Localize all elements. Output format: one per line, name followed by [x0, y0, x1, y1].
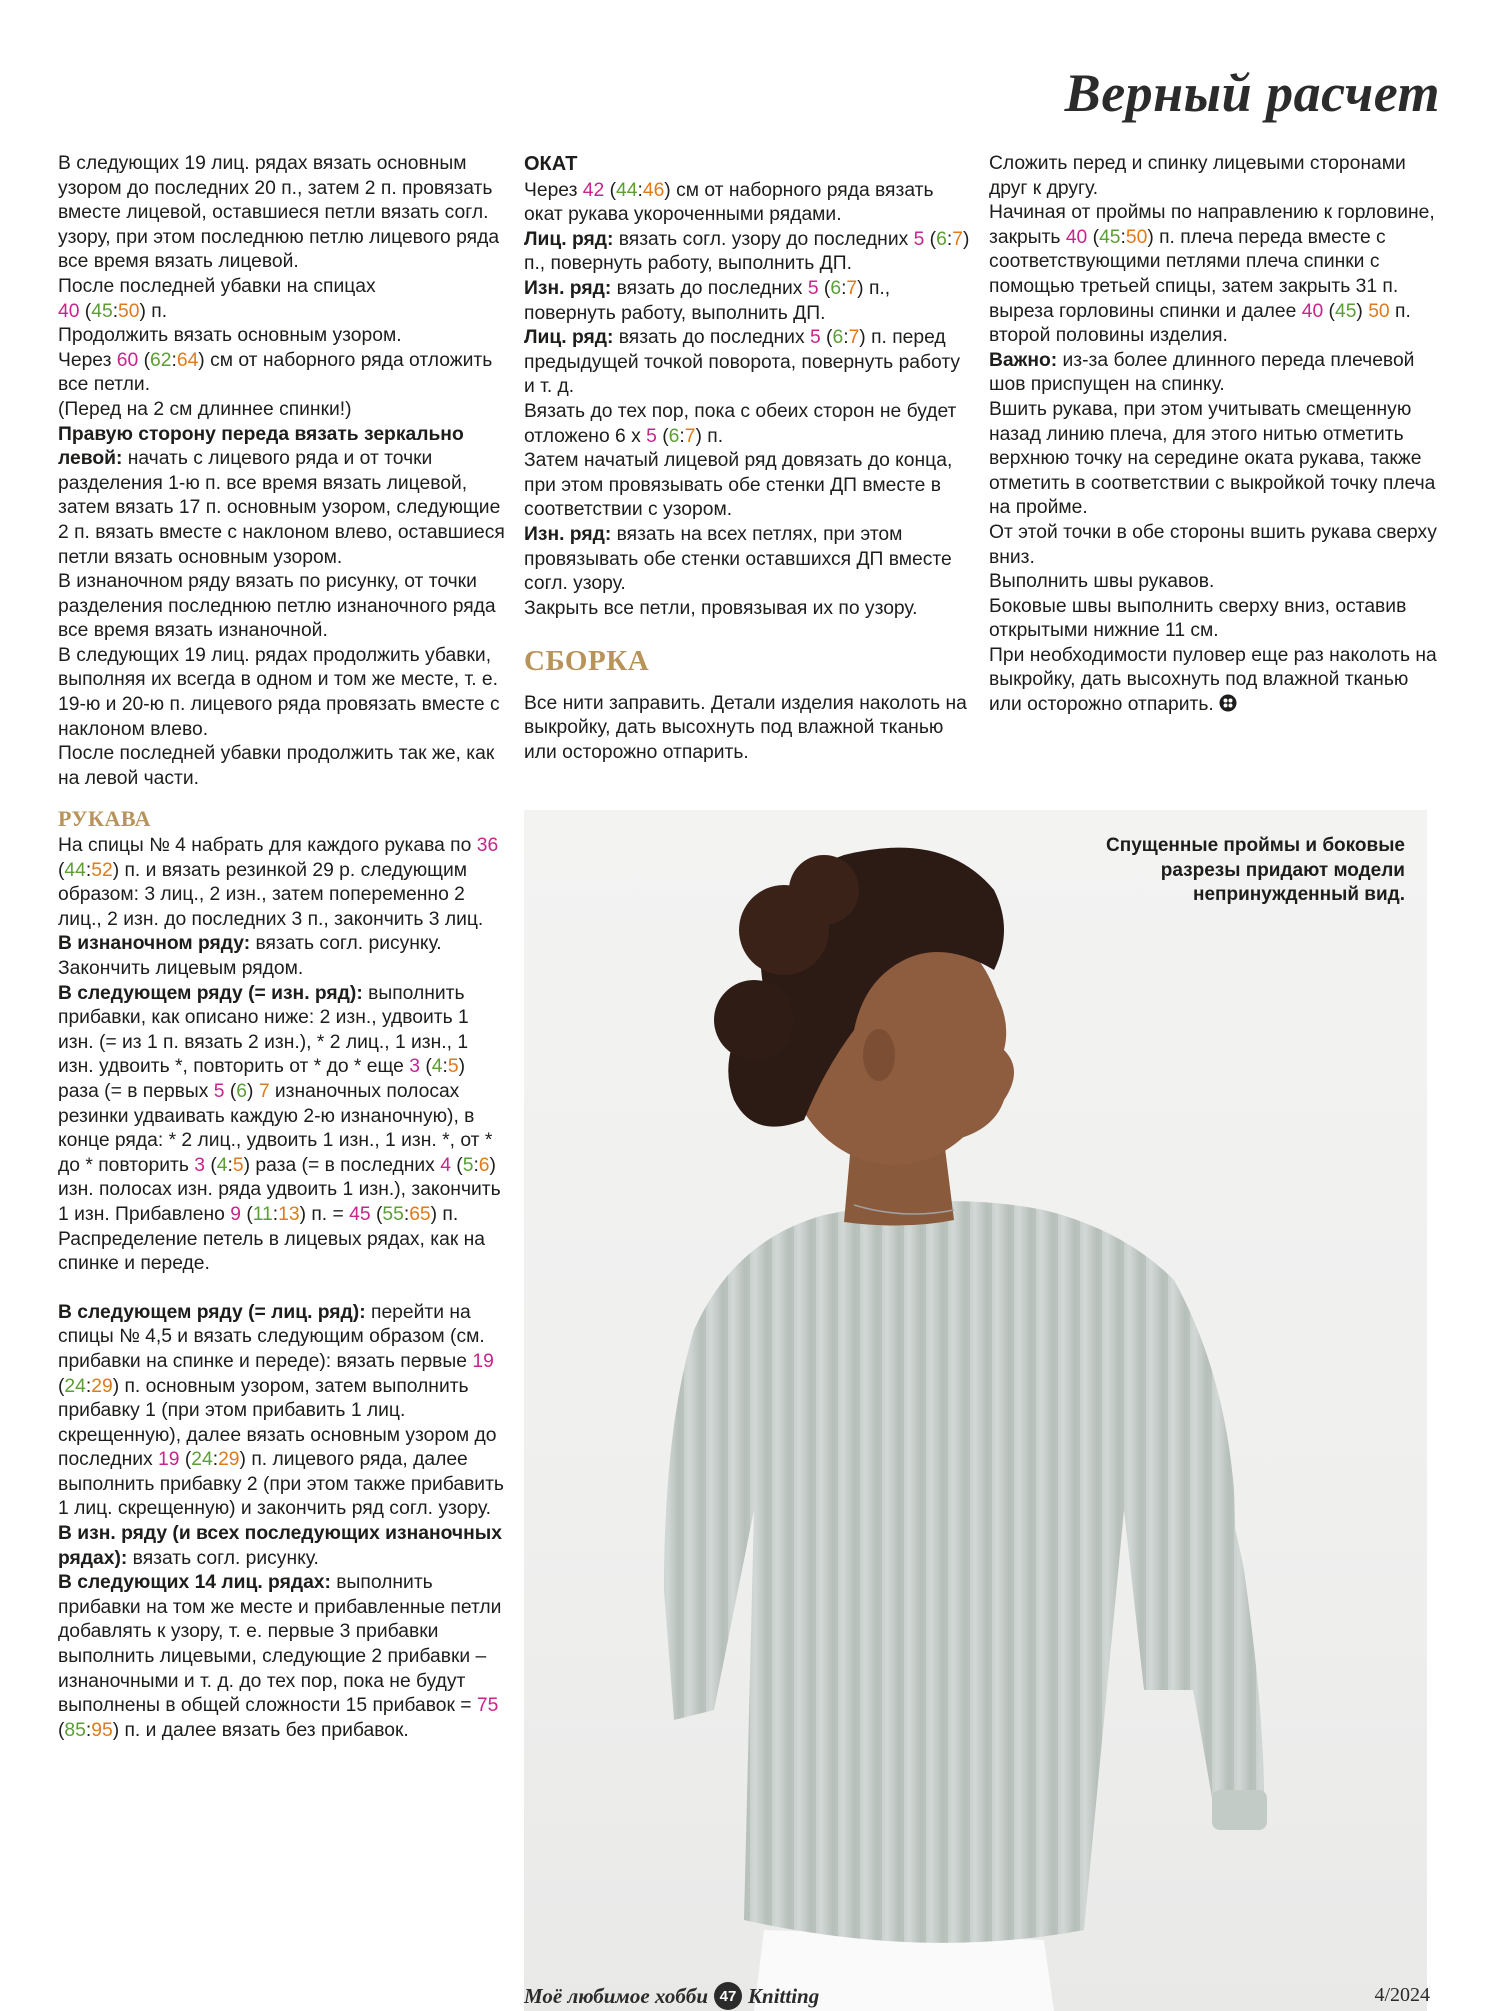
- size-value-1: 19: [158, 1449, 180, 1471]
- model-photo: [524, 810, 1427, 2011]
- size-value-1: 3: [194, 1154, 205, 1176]
- text: перейти на спицы № 4,5 и вязать следующим образом (см. прибавки на спинке и переде): вязать первые: [58, 1301, 485, 1372]
- paragraph: (Перед на 2 см длиннее спинки!): [58, 398, 352, 420]
- section-heading-okat: ОКАТ: [524, 153, 578, 175]
- text: вязать согл. рисунку.: [127, 1547, 319, 1569]
- text: раза (= в первых: [58, 1080, 209, 1102]
- paragraph: В следующих 19 лиц. рядах продолжить убавки, выполняя их всегда в одном и том же месте, т. е. 19-ю и 20-ю п. лицевого ряда провязать вместе с наклоном влево.: [58, 644, 500, 740]
- size-value-2: 24: [64, 1375, 86, 1397]
- bold-lead: Лиц. ряд:: [524, 228, 614, 250]
- text: п. Распределение петель в лицевых рядах, как на спинке и переде.: [58, 1203, 486, 1275]
- paragraph: Боковые швы выполнить сверху вниз, оставив открытыми нижние 11 см.: [989, 595, 1407, 642]
- size-value-3: 6: [478, 1154, 490, 1176]
- size-value-2: 62: [150, 349, 172, 371]
- bold-lead: Изн. ряд:: [524, 277, 612, 299]
- paragraph: В следующих 14 лиц. рядах: выполнить прибавки на том же месте и прибавленные петли добавлять к узору, т. е. первые 3 прибавки выполнить лицевыми, следующие 2 прибавки – изнаночными и т. д. до тех пор, пока не будут выполнены в общей сложности 15 прибавок = 75 (85:95) п. и далее вязать без прибавок.: [58, 1572, 502, 1741]
- bold-lead: Лиц. ряд:: [524, 327, 614, 349]
- paragraph: После последней убавки продолжить так же, как на левой части.: [58, 743, 495, 789]
- size-value-3: 50: [1125, 226, 1148, 248]
- paragraph: От этой точки в обе стороны вшить рукава сверху вниз.: [989, 521, 1437, 568]
- text: п. плеча переда вместе с соответствующими петлями плеча спинки с помощью третьей спицы, затем закрыть 31 п. выреза горловины спинки и далее: [989, 226, 1399, 322]
- paragraph: В следующем ряду (= изн. ряд): выполнить прибавки, как описано ниже: 2 изн., удвоить 1 изн. (= из 1 п. вязать 2 изн.), * 2 лиц., 1 изн., 1 изн. удвоить *, повторить от * до * еще 3 (4:5) раза (= в первых 5 (6) 7 изнаночных полосах резинки удваивать каждую 2-ю изнаночную), в конце ряда: * 2 лиц., удвоить 1 изн., 1 изн. *, от * до * повторить 3 (4:5) раза (= в последних 4 (5:6) изн. полосах изн. ряда удвоить 1 изн.), закончить 1 изн. Прибавлено 9 (11:13) п. = 45 (55:65) п. Распределение петель в лицевых рядах, как на спинке и переде.: [58, 982, 501, 1275]
- size-value-3: 29: [91, 1375, 113, 1397]
- text: п. и вязать резинкой 29 р. следующим образом: 3 лиц., 2 изн., затем попеременно 2 лиц., 2 изн. до последних 3 п., закончить 3 лиц.: [58, 859, 484, 930]
- model-illustration: [524, 810, 1427, 2011]
- paragraph: Продолжить вязать основным узором.: [58, 325, 402, 347]
- paragraph: Закрыть все петли, провязывая их по узору.: [524, 597, 918, 619]
- size-value-3: 95: [91, 1719, 113, 1741]
- text: Вязать до тех пор, пока с обеих сторон не будет отложено 6 х: [524, 400, 957, 447]
- size-value-2: 6: [832, 327, 844, 349]
- photo-caption: Спущенные проймы и боковые разрезы придают модели непринужденный вид.: [1106, 835, 1405, 905]
- text: см от наборного ряда отложить все петли.: [58, 349, 493, 396]
- size-value-2: 5: [462, 1154, 474, 1176]
- size-value-3: 7: [848, 327, 860, 349]
- size-value-1: 5: [809, 327, 821, 349]
- paragraph: [58, 423, 508, 571]
- paragraph: Сложить перед и спинку лицевыми сторонами друг к другу.: [989, 153, 1406, 199]
- text: вязать до последних: [613, 327, 805, 349]
- end-of-article-icon: [1219, 694, 1237, 720]
- paragraph: На спицы № 4 набрать для каждого рукава по 36 (44:52) п. и вязать резинкой 29 р. следующим образом: 3 лиц., 2 изн., затем попеременно 2 лиц., 2 изн. до последних 3 п., закончить 3 лиц.: [58, 835, 499, 930]
- paragraph: [58, 932, 508, 981]
- paragraph: Начиная от проймы по направлению к горловине, закрыть 40 (45:50) п. плеча переда вместе с соответствующими петлями плеча спинки с помощью третьей спицы, затем закрыть 31 п. выреза горловины спинки и далее 40 (45) 50 п. второй половины изделия.: [989, 202, 1435, 347]
- text: вязать на всех петлях, при этом провязывать обе стенки оставшихся ДП вместе согл. узору.: [524, 523, 952, 595]
- size-value-3: 29: [218, 1449, 240, 1471]
- text: После последней убавки на спицах: [58, 275, 376, 297]
- size-value-1: 3: [409, 1056, 420, 1078]
- size-value-2: 6: [936, 228, 947, 250]
- size-value-2: 44: [616, 179, 638, 201]
- size-value-3: 7: [258, 1080, 270, 1102]
- publication-name: Моё любимое хобби: [524, 1983, 709, 2008]
- text: п. =: [311, 1203, 344, 1225]
- text: п. основным узором, затем выполнить прибавку 1 (при этом прибавить 1 лиц. скрещенную), далее вязать основным узором до последних: [58, 1375, 497, 1471]
- text: п.: [151, 300, 168, 322]
- paragraph: Затем начатый лицевой ряд довязать до конца, при этом провязывать обе стенки ДП вместе в соответствии с узором.: [524, 450, 953, 521]
- size-value-3: 65: [409, 1203, 431, 1225]
- size-value-1: 42: [582, 179, 605, 201]
- bold-lead: Изн. ряд:: [524, 523, 612, 545]
- text: см от наборного ряда вязать окат рукава укороченными рядами.: [524, 179, 934, 226]
- size-value-1: 9: [230, 1203, 241, 1225]
- paragraph: Все нити заправить. Детали изделия наколоть на выкройку, дать высохнуть под влажной тканью или осторожно отпарить.: [524, 692, 967, 764]
- size-value-2: 6: [236, 1080, 248, 1102]
- paragraph: В изнаночном ряду вязать по рисунку, от точки разделения последнюю петлю изнаночного ряда все время вязать изнаночной.: [58, 571, 496, 642]
- size-value-1: 5: [646, 425, 657, 447]
- section-name: Knitting: [748, 1983, 820, 2008]
- size-value-1: 45: [349, 1203, 371, 1225]
- size-value-3: 7: [846, 277, 858, 299]
- sweater: [664, 1201, 1235, 1943]
- paragraph: В следующих 19 лиц. рядах вязать основным узором до последних 20 п., затем 2 п. провязать вместе лицевой, оставшиеся петли вязать согл. узору, при этом последнюю петлю лицевого ряда все время вязать лицевой.: [58, 153, 500, 273]
- size-value-2: 6: [668, 425, 680, 447]
- paragraph: В следующем ряду (= лиц. ряд): перейти на спицы № 4,5 и вязать следующим образом (см. прибавки на спинке и переде): вязать первые 19 (24:29) п. основным узором, затем выполнить прибавку 1 (при этом прибавить 1 лиц. скрещенную), далее вязать основным узором до последних 19 (24:29) п. лицевого ряда, далее выполнить прибавку 2 (при этом также прибавить 1 лиц. скрещенную) и закончить ряд согл. узору.: [58, 1301, 504, 1520]
- column-left: [58, 152, 508, 1743]
- text: вязать согл. рисунку. Закончить лицевым рядом.: [58, 933, 442, 979]
- bold-lead: В изнаночном ряду:: [58, 933, 251, 955]
- size-value-2: 11: [252, 1203, 273, 1225]
- size-value-3: 50: [1368, 300, 1390, 322]
- page-title: Верный расчет: [1064, 63, 1440, 123]
- paragraph: [524, 523, 974, 597]
- footer-publication: [524, 1982, 819, 2010]
- size-value-1: 40: [1301, 300, 1324, 322]
- size-value-3: 7: [952, 228, 963, 250]
- size-value-2: 45: [91, 300, 113, 322]
- paragraph: Вшить рукава, при этом учитывать смещенную назад линию плеча, для этого нитью отметить верхнюю точку на середине оката рукава, также отметить в соответствии с выкройкой точку плеча на пройме.: [989, 398, 1436, 519]
- paragraph: Вязать до тех пор, пока с обеих сторон не будет отложено 6 х 5 (6:7) п.: [524, 400, 957, 447]
- size-value-1: 5: [213, 1080, 225, 1102]
- size-value-1: 36: [476, 835, 499, 857]
- paragraph: Выполнить швы рукавов.: [989, 571, 1215, 593]
- size-value-1: 4: [440, 1154, 451, 1176]
- column-middle: [524, 152, 974, 766]
- text: Через: [58, 349, 112, 371]
- size-value-1: 60: [116, 349, 139, 371]
- paragraph: [58, 1522, 508, 1571]
- text: выполнить прибавки, как описано ниже: 2 изн., удвоить 1 изн. (= из 1 п. вязать 2 изн.), * 2 лиц., 1 изн., 1 изн. удвоить *, повторить от * до * еще: [58, 982, 469, 1078]
- text: вязать согл. узору до последних: [613, 228, 909, 250]
- size-value-1: 75: [476, 1695, 499, 1717]
- size-value-1: 40: [58, 300, 80, 322]
- size-value-3: 50: [118, 300, 140, 322]
- size-value-1: 5: [807, 277, 819, 299]
- column-right: [989, 152, 1439, 720]
- text: п., повернуть работу, выполнить ДП.: [524, 253, 852, 275]
- page-number: 47: [714, 1982, 742, 2010]
- section-heading-sborka: СБОРКА: [524, 645, 650, 678]
- size-value-2: 55: [382, 1203, 404, 1225]
- size-value-2: 85: [64, 1719, 86, 1741]
- size-value-1: 40: [1065, 226, 1088, 248]
- text: из-за более длинного переда плечевой шов приспущен на спинку.: [989, 349, 1415, 396]
- bold-lead: Важно:: [989, 349, 1058, 371]
- size-value-3: 13: [278, 1203, 300, 1225]
- text: п. лицевого ряда, далее выполнить прибавку 2 (при этом также прибавить 1 лиц. скрещенную) и закончить ряд согл. узору.: [58, 1449, 504, 1520]
- size-value-3: 5: [447, 1056, 459, 1078]
- text: выполнить прибавки на том же месте и прибавленные петли добавлять к узору, т. е. первые 3 прибавки выполнить лицевыми, следующие 2 прибавки – изнаночными и т. д. до тех пор, пока не будут выполнены в общей сложности 15 прибавок =: [58, 1572, 502, 1717]
- paragraph: Через 42 (44:46) см от наборного ряда вязать окат рукава укороченными рядами.: [524, 179, 934, 226]
- size-value-2: 4: [431, 1056, 443, 1078]
- bold-lead: В следующих 14 лиц. рядах:: [58, 1572, 331, 1594]
- text: п. и далее вязать без прибавок.: [124, 1719, 409, 1741]
- size-value-3: 46: [642, 179, 665, 201]
- size-value-3: 52: [91, 859, 113, 881]
- size-value-2: 6: [830, 277, 842, 299]
- issue-number: 4/2024: [1374, 1984, 1430, 2006]
- size-value-2: 24: [191, 1449, 213, 1471]
- size-value-2: 45: [1099, 226, 1121, 248]
- paragraph: Лиц. ряд: вязать до последних 5 (6:7) п. перед предыдущей точкой поворота, повернуть работу и т. д.: [524, 327, 961, 398]
- text: п.: [707, 425, 724, 447]
- size-value-2: 45: [1334, 300, 1357, 322]
- paragraph: [989, 644, 1439, 720]
- paragraph: Через 60 (62:64) см от наборного ряда отложить все петли.: [58, 349, 493, 396]
- text: изнаночных полосах резинки удваивать каждую 2-ю изнаночную), в конце ряда: * 2 лиц., удвоить 1 изн., 1 изн. *, от * до * повторить: [58, 1080, 493, 1176]
- paragraph: Изн. ряд: вязать до последних 5 (6:7) п., повернуть работу, выполнить ДП.: [524, 277, 891, 324]
- paragraph: После последней убавки на спицах 40 (45:50) п.: [58, 275, 376, 322]
- paragraph: [989, 349, 1439, 398]
- paragraph: Лиц. ряд: вязать согл. узору до последних 5 (6:7) п., повернуть работу, выполнить ДП.: [524, 228, 970, 275]
- size-value-3: 7: [684, 425, 696, 447]
- text: Через: [524, 179, 578, 201]
- text: На спицы № 4 набрать для каждого рукава по: [58, 835, 472, 857]
- size-value-3: 5: [232, 1154, 244, 1176]
- bold-lead: В следующем ряду (= лиц. ряд):: [58, 1301, 366, 1323]
- text: Начиная от проймы по направлению к горловине, закрыть: [989, 202, 1435, 248]
- size-value-1: 5: [913, 228, 925, 250]
- bold-lead: В следующем ряду (= изн. ряд):: [58, 982, 363, 1004]
- size-value-1: 19: [472, 1350, 494, 1372]
- section-heading-rukava: РУКАВА: [58, 806, 152, 832]
- text: При необходимости пуловер еще раз наколоть на выкройку, дать высохнуть под влажной тканью или осторожно отпарить.: [989, 644, 1437, 716]
- size-value-2: 4: [216, 1154, 228, 1176]
- text: п. перед предыдущей точкой поворота, повернуть работу и т. д.: [524, 327, 961, 398]
- text: вязать до последних: [611, 277, 803, 299]
- bold-lead: Правую сторону переда вязать зеркально левой:: [58, 423, 464, 470]
- size-value-2: 44: [64, 859, 86, 881]
- text: раза (= в последних: [255, 1154, 435, 1176]
- bold-lead: В изн. ряду (и всех последующих изнаночных рядах):: [58, 1523, 502, 1569]
- text: п. второй половины изделия.: [989, 300, 1411, 347]
- size-value-3: 64: [176, 349, 199, 371]
- text: изн. полосах изн. ряда удвоить 1 изн.), закончить 1 изн. Прибавлено: [58, 1179, 501, 1225]
- text: п., повернуть работу, выполнить ДП.: [524, 277, 891, 324]
- text: начать с лицевого ряда и от точки разделения 1-ю п. все время вязать лицевой, затем вязать 17 п. основным узором, следующие 2 п. вязать вместе с наклоном влево, оставшиеся петли вязать основным узором.: [58, 448, 505, 568]
